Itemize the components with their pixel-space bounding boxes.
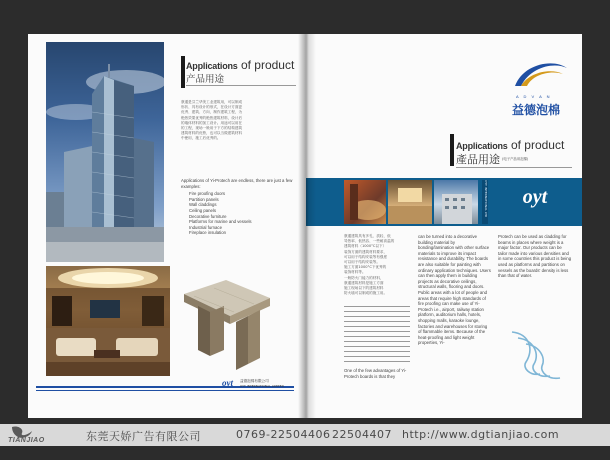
left-title-en: Applications of product <box>186 58 295 72</box>
banner-vertical-text: OYT INTERNATIONAL LTD <box>482 180 488 224</box>
apps-list-item: Platforms for marine and vessels <box>189 219 252 225</box>
left-title-cn: 产品用途 <box>186 74 225 85</box>
right-title-marker-bar <box>450 134 454 166</box>
decorative-swirl-graphic <box>506 326 566 384</box>
apps-list-item: Fireplace insulation <box>189 230 227 236</box>
footer-company-name: 东莞天娇广告有限公司 <box>86 430 201 443</box>
advan-logo-swoosh <box>511 56 571 96</box>
right-page <box>306 34 582 418</box>
right-title-en: Applications of product <box>456 138 565 152</box>
apps-list-item: Industrial furnace <box>189 224 222 230</box>
skyscraper-photo <box>46 42 164 262</box>
left-apps-block <box>181 178 295 236</box>
right-col1-cn-more <box>344 306 410 362</box>
right-title-cn-note: (电子产品用泡棉) <box>502 157 529 161</box>
apps-list-item: Fire proofing doors <box>189 191 226 197</box>
banner-photo-hall <box>388 180 432 224</box>
right-col1-cn: 康通建筑具有多孔、质轻、低 导热率、低热容、一些耐高温的 建筑材料（1000°C以下） 装饰方面的建筑材料要求， 可以用于结构安装等有强度 可以用于结构安装等。 施工方面1000°C下优秀的 装饰材料等。 一般防火门能力的材料， 康通建筑材料是施工方面 施工现场以下的建筑材料 防火墙可以制成的施工用。 <box>344 234 395 296</box>
right-col1-en: One of the few advantages of Yi-Protech boards is that they <box>344 368 407 379</box>
left-footer-company-cn: 益德泡棉有限公司 <box>240 379 269 383</box>
tianjiao-logo <box>8 425 82 445</box>
banner-photo-corridor <box>344 180 386 224</box>
tianjiao-logo-text: TIANJIAO <box>8 437 45 444</box>
apps-list-item: Wall claddings <box>189 202 217 208</box>
footer-website[interactable]: http://www.dgtianjiao.com <box>402 428 560 441</box>
brand-cn: 益德泡棉 <box>512 103 561 117</box>
banner-brand-logo: oyt <box>522 186 548 208</box>
apps-list-item: Partition panels <box>189 196 219 202</box>
title-marker-bar <box>181 56 185 88</box>
apps-list-item: Ceiling panels <box>189 207 216 213</box>
right-col3-en: Protech can be used as cladding for beams in places where weight is a major factor. Our products can be tailor made into various densities and in some countries this product is being used as platforms and partitions on vessels as the boards' density is less than that of water. <box>498 234 572 279</box>
advan-logo-text: A D V A N <box>516 94 552 99</box>
banner-photo-building <box>434 180 478 224</box>
left-footer-logo: oyt <box>222 378 233 388</box>
right-title-cn: 產品用途 <box>456 153 500 166</box>
apps-intro: Applications of Yi-Protech are endless, there are just a few examples: <box>181 178 293 189</box>
left-footer-company-en: OYT INTERNATIONAL LIMITED <box>240 384 284 388</box>
apps-list-item: Decorative furniture <box>189 213 227 219</box>
board-product-photo <box>174 272 274 372</box>
right-col2-en: can be turned into a decorative building material by bonding/lamination with other surface materials to improve its impact resistance and durability. The boards are also suitable for painting with ordinary application techniques. Users can then apply them in building projects as decorative ceilings, structural walls, flooring and doors. Public areas with a lot of people and areas that require high standards of fire proofing can make use of Yi-Protech i.e., airport, railway station platform, auditorium halls, hotels, shopping malls, karaoke lounge, factories and warehouses for storing of flammable items. Because of the heat-proofing and light weight properties, Yi- <box>418 234 491 346</box>
left-page <box>28 34 306 418</box>
interior-lounge-photo <box>46 266 170 376</box>
footer-phone-2: 22504407 <box>332 428 392 441</box>
left-intro-cn: 康通是芬兰华美工业建筑用，可以制成 形状、具有设计的形式，在设计方面更 优秀、建筑、方向，制作建筑工程，为 绝热效果优秀的绝热建筑材料，设计后 的墙体材料的加工设计。用途可以用在 的工程，现场一般用于下方的结构建筑 建筑材料的优势，也可以当做建筑材料 中使用，施工后优秀的。 <box>181 100 243 141</box>
footer-phone-1: 0769-22504406 <box>236 428 331 441</box>
